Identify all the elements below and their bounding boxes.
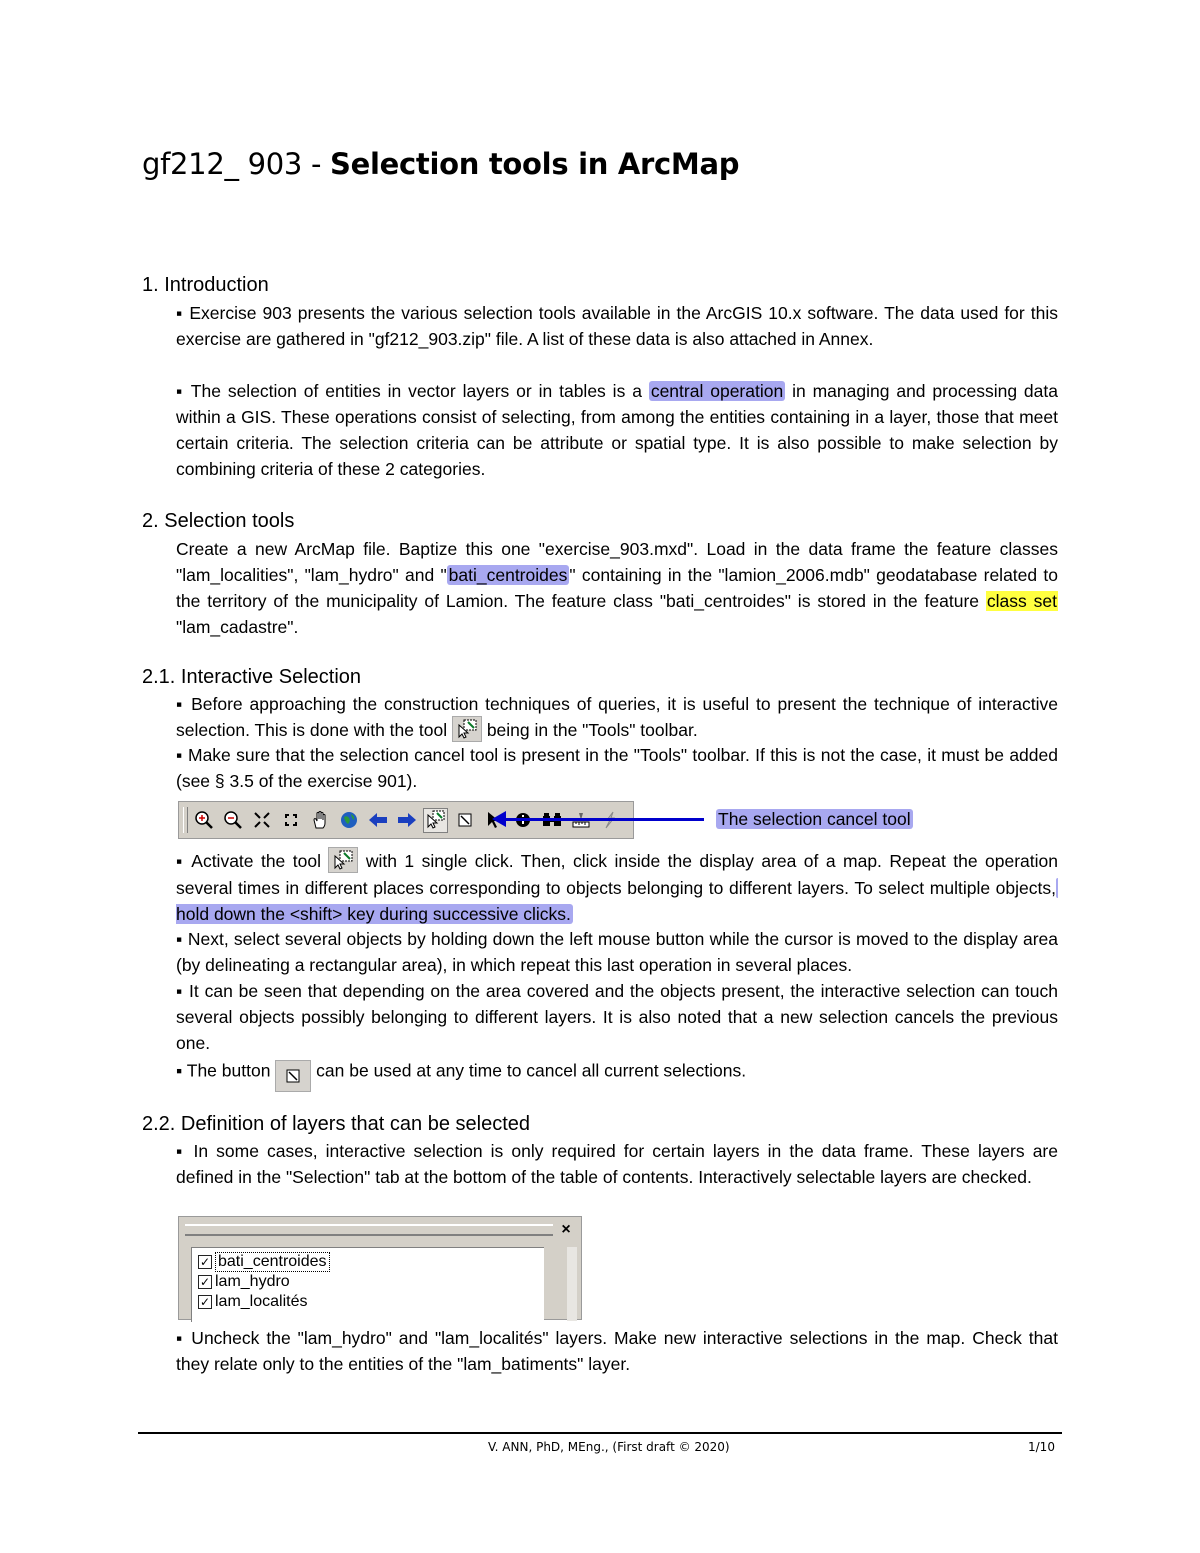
layers-paragraph-1: ▪ In some cases, interactive selection is only required for certain layers in the data frame. These layers are defined in the "Selection" tab at the bottom of the table of contents. Interactively selectable layers are checked. <box>176 1141 1058 1187</box>
interactive-p3 <box>176 848 1058 927</box>
zoom-out-icon[interactable] <box>220 808 245 833</box>
pan-hand-icon[interactable] <box>307 808 332 833</box>
back-arrow-icon[interactable] <box>365 808 390 833</box>
interactive-p4: ▪ Next, select several objects by holding down the left mouse button while the cursor is moved to the display area (by delineating a rectangular area), in which repeat this last operation in several places. <box>176 929 1058 975</box>
section-1-heading: 1. Introduction <box>142 274 269 296</box>
interactive-p1-b: being in the "Tools" toolbar. <box>481 720 698 740</box>
footer-page-number: 1/10 <box>1028 1440 1055 1454</box>
checkbox-lam-hydro[interactable]: ✓ <box>199 1275 211 1289</box>
section-2-heading: 2. Selection tools <box>142 510 295 532</box>
interactive-p6-b: can be used at any time to cancel all current selections. <box>311 1060 747 1081</box>
interactive-p3-a: ▪ Activate the tool <box>176 851 329 871</box>
select-features-tool-icon-2 <box>328 847 358 873</box>
zoom-in-icon[interactable] <box>191 808 216 833</box>
panel-scrollbar[interactable] <box>567 1247 577 1321</box>
title-text: Selection tools in ArcMap <box>330 147 740 181</box>
footer-author: V. ANN, PhD, MEng., (First draft © 2020) <box>488 1440 730 1454</box>
full-extent-globe-icon[interactable] <box>336 808 361 833</box>
panel-title-bar[interactable] <box>185 1224 553 1236</box>
s2-text-a: Create a new ArcMap file. Baptize this one "exercise_903.mxd". Load in the data frame the feature classes "lam_localities", "lam_hydro" and " <box>176 539 1058 585</box>
highlight-shift-key: hold down the <shift> key during successive clicks. <box>176 878 1058 924</box>
toolbar-grip <box>183 807 188 833</box>
layer-label: lam_localités <box>215 1293 308 1310</box>
title-code: gf212_ 903 - <box>142 147 331 181</box>
close-icon[interactable]: × <box>561 1221 571 1238</box>
forward-arrow-icon[interactable] <box>394 808 419 833</box>
fixed-zoom-out-icon[interactable] <box>278 808 303 833</box>
interactive-p5: ▪ It can be seen that depending on the area covered and the objects present, the interactive selection can touch several objects possibly belonging to different layers. It is also noted that a new selection cancels the previous one. <box>176 981 1058 1053</box>
section-2-1-heading: 2.1. Interactive Selection <box>142 666 362 688</box>
interactive-p6 <box>176 1056 1058 1088</box>
callout-arrow-line <box>504 818 704 821</box>
intro-paragraph-1: ▪ Exercise 903 presents the various selection tools available in the ArcGIS 10.x software. The data used for this exercise are gathered in "gf212_903.zip" file. A list of these data is also attached in Annex. <box>176 303 1058 349</box>
clear-selection-button-icon <box>275 1060 311 1092</box>
checkbox-lam-localites[interactable]: ✓ <box>199 1295 211 1309</box>
callout-arrow-head <box>492 811 506 827</box>
layer-label: bati_centroides <box>215 1252 330 1272</box>
s2-text-c: "lam_cadastre". <box>176 617 299 637</box>
callout-label-text: The selection cancel tool <box>718 809 911 829</box>
interactive-p2: ▪ Make sure that the selection cancel tool is present in the "Tools" toolbar. If this is not the case, it must be added (see § 3.5 of the exercise 901). <box>176 745 1058 791</box>
intro-p2-start: ▪ The selection of entities in vector layers or in tables is a <box>176 381 649 401</box>
callout-label <box>716 806 913 832</box>
s2-text-b: " containing in the "lamion_2006.mdb" geodatabase related to the territory of the municipality of Lamion. The feature class "bati_centroides" is stored in the feature <box>176 565 1058 611</box>
select-features-tool-icon <box>452 716 482 742</box>
intro-paragraph-2 <box>176 378 1058 482</box>
clear-selection-icon[interactable] <box>452 808 477 833</box>
checkbox-bati-centroides[interactable]: ✓ <box>199 1255 211 1269</box>
highlight-class-set: class set <box>986 591 1058 611</box>
highlight-central-operation: central operation <box>650 381 784 401</box>
select-features-icon[interactable] <box>423 808 448 833</box>
layer-row-lam-hydro[interactable] <box>198 1272 290 1292</box>
layer-row-bati-centroides[interactable] <box>198 1252 330 1272</box>
interactive-p6-a: ▪ The button <box>176 1060 276 1081</box>
selection-tools-paragraph <box>176 536 1058 640</box>
document-title <box>142 142 739 186</box>
highlight-bati-centroides: bati_centroides <box>448 565 568 585</box>
interactive-p1-a: ▪ Before approaching the construction techniques of queries, it is useful to present the technique of interactive selection. This is done with the tool <box>176 694 1058 740</box>
layer-row-lam-localites[interactable] <box>198 1292 307 1312</box>
footer-divider <box>138 1432 1062 1434</box>
section-2-2-heading: 2.2. Definition of layers that can be selected <box>142 1113 531 1135</box>
intro-p2-end: in managing and processing data within a GIS. These operations consist of selecting, from among the entities containing in a layer, those that meet certain criteria. The selection criteria can be attribute or spatial type. It is also possible to make selection by combining criteria of these 2 categories. <box>176 381 1058 479</box>
selectable-layers-list <box>191 1247 544 1322</box>
interactive-p3-b: with 1 single click. Then, click inside the display area of a map. Repeat the operation several times in different places corresponding to objects belonging to different layers. To select multiple objects, <box>176 851 1058 899</box>
fixed-zoom-in-icon[interactable] <box>249 808 274 833</box>
layers-paragraph-2: ▪ Uncheck the "lam_hydro" and "lam_localités" layers. Make new interactive selections in the map. Check that they relate only to the entities of the "lam_batiments" layer. <box>176 1328 1058 1374</box>
layer-label: lam_hydro <box>215 1273 290 1290</box>
selection-layers-panel <box>178 1216 582 1320</box>
interactive-p1 <box>176 691 1058 744</box>
